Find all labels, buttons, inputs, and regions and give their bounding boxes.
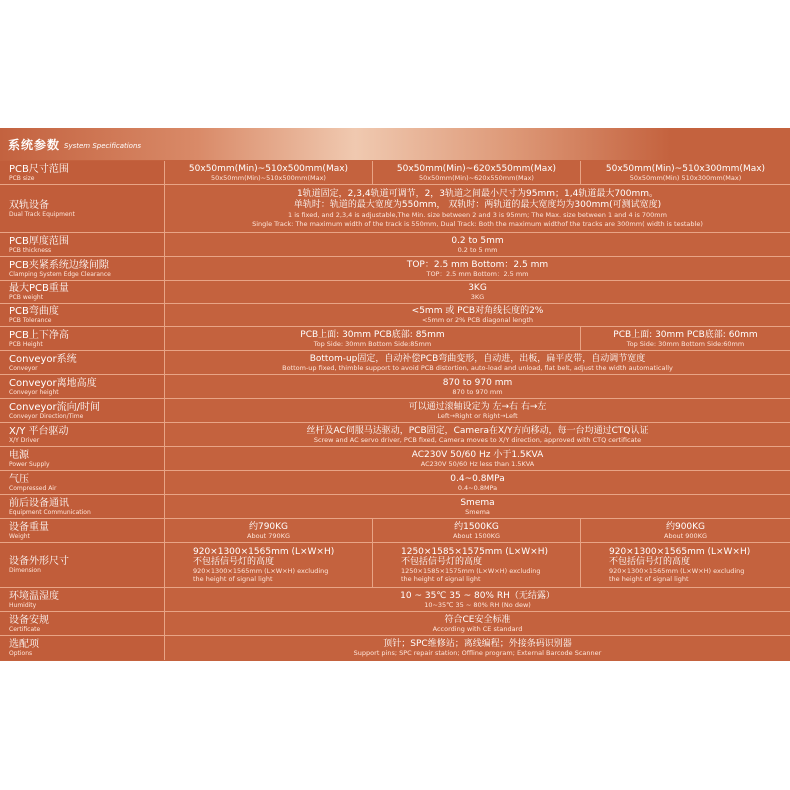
row-label <box>0 423 165 446</box>
value-line-3: 920×1300×1565mm (L×W×H) excluding <box>193 567 329 575</box>
label-en: Conveyor height <box>9 388 59 396</box>
label-en: Equipment Communication <box>9 508 91 516</box>
value-en: TOP：2.5 mm Bottom：2.5 mm <box>426 269 529 278</box>
label-en: Dual Track Equipment <box>9 210 75 218</box>
label-zh: 前后设备通讯 <box>9 497 69 509</box>
label-zh: Conveyor流向/时间 <box>9 401 101 413</box>
value-en: 50x50mm(Min)~620x550mm(Max) <box>419 173 534 182</box>
value-en: Support pins; SPC repair station; Offline program; External Barcode Scanner <box>353 649 602 657</box>
value-line-4: the height of signal light <box>609 575 689 583</box>
label-en: PCB size <box>9 174 35 182</box>
value-cell <box>165 636 790 660</box>
label-en: Clamping System Edge Clearance <box>9 270 111 278</box>
value-en: AC230V 50/60 Hz less than 1.5KVA <box>420 459 535 468</box>
value-cell <box>165 588 790 611</box>
value-zh: 0.4~0.8MPa <box>450 473 505 484</box>
value-line-3: 1 is fixed, and 2,3,4 is adjustable,The Min. size between 2 and 3 is 95mm; The Max. size between 1 and 4 is 700mm <box>288 210 667 219</box>
value-columns <box>165 327 790 350</box>
value-cell <box>165 281 790 303</box>
row-label <box>0 327 165 350</box>
label-en: Compressed Air <box>9 484 57 492</box>
row-label <box>0 257 165 280</box>
value-en: <5mm or 2% PCB diagonal length <box>421 316 534 324</box>
row-label <box>0 281 165 303</box>
label-en: Options <box>9 650 33 657</box>
value-en: About 790KG <box>247 531 290 540</box>
value-columns <box>165 161 790 184</box>
value-zh: 约1500KG <box>454 521 499 532</box>
row-label <box>0 399 165 422</box>
value-columns <box>165 519 790 542</box>
value-line-1: 1轨道固定，2,3,4轨道可调节，2，3轨道之间最小尺寸为95mm；1,4轨道最大700mm。 <box>296 188 659 199</box>
value-line-4: the height of signal light <box>401 575 481 583</box>
label-en: Humidity <box>9 601 37 609</box>
spec-header <box>0 128 790 160</box>
label-en: Certificate <box>9 625 41 633</box>
value-line-2: 不包括信号灯的高度 <box>401 557 483 567</box>
label-zh: Conveyor离地高度 <box>9 377 97 389</box>
label-zh: PCB厚度范围 <box>9 235 69 247</box>
row-dimension <box>0 543 790 588</box>
label-zh: 设备安规 <box>9 614 49 626</box>
row-pcb-weight <box>0 281 790 304</box>
value-en: Top Side: 30mm Bottom Side:60mm <box>626 339 745 348</box>
label-en: PCB thickness <box>9 246 52 254</box>
value-en: 0.2 to 5 mm <box>457 245 498 254</box>
row-label <box>0 185 165 232</box>
value-en: According with CE standard <box>432 624 523 633</box>
value-cell-2 <box>373 161 581 184</box>
row-pcb-size <box>0 161 790 185</box>
value-cell-1 <box>165 519 373 542</box>
row-xy-driver <box>0 423 790 447</box>
label-zh: 设备外形尺寸 <box>9 556 69 567</box>
value-zh: <5mm 或 PCB对角线长度的2% <box>411 306 544 316</box>
label-en: Conveyor Direction/Time <box>9 412 84 420</box>
label-zh: 最大PCB重量 <box>9 283 69 294</box>
row-power <box>0 447 790 471</box>
row-label <box>0 636 165 660</box>
value-cell-1 <box>165 543 373 587</box>
value-cell <box>165 233 790 256</box>
value-zh: 870 to 970 mm <box>442 377 513 388</box>
value-cell <box>165 495 790 518</box>
label-zh: X/Y 平台驱动 <box>9 425 69 437</box>
value-line-3: 1250×1585×1575mm (L×W×H) excluding <box>401 567 541 575</box>
row-label <box>0 543 165 587</box>
value-zh: PCB上面: 30mm PCB底部: 85mm <box>300 329 445 340</box>
row-label <box>0 351 165 374</box>
value-line-1: 920×1300×1565mm (L×W×H) <box>193 547 335 557</box>
label-en: Dimension <box>9 567 41 574</box>
value-zh: 符合CE安全标准 <box>444 614 511 625</box>
value-cell <box>165 257 790 280</box>
value-cell <box>165 471 790 494</box>
label-zh: PCB弯曲度 <box>9 306 59 317</box>
value-cell <box>165 612 790 635</box>
value-cell-3 <box>581 519 790 542</box>
label-en: PCB weight <box>9 294 44 301</box>
value-en: 50x50mm(Min)~510x500mm(Max) <box>211 173 326 182</box>
value-en: Smema <box>465 507 490 516</box>
label-en: Conveyor <box>9 364 38 372</box>
label-zh: Conveyor系统 <box>9 353 77 365</box>
label-zh: 选配项 <box>9 639 39 650</box>
value-zh: 顶针；SPC维修站；离线编程；外接条码识别器 <box>383 639 572 649</box>
value-columns <box>165 543 790 587</box>
row-conveyor <box>0 351 790 375</box>
row-label <box>0 588 165 611</box>
row-label <box>0 495 165 518</box>
header-title-zh: 系统参数 <box>8 137 61 152</box>
value-cell <box>165 423 790 446</box>
value-line-4: the height of signal light <box>193 575 273 583</box>
value-en: About 1500KG <box>452 531 501 540</box>
value-line-4: Single Track: The maximum width of the track is 550mm, Dual Track: Both the maximum widthof the tracks are 300mm( width is testable) <box>252 219 703 228</box>
value-zh: 约900KG <box>665 521 706 532</box>
header-title-en: System Specifications <box>64 141 142 150</box>
label-zh: 双轨设备 <box>9 199 49 211</box>
label-en: PCB Height <box>9 340 43 348</box>
value-zh: 3KG <box>468 283 487 293</box>
row-direction <box>0 399 790 423</box>
row-label <box>0 519 165 542</box>
value-zh: Smema <box>460 497 495 508</box>
row-label <box>0 471 165 494</box>
value-en: 3KG <box>470 293 485 301</box>
row-label <box>0 233 165 256</box>
row-label <box>0 447 165 470</box>
value-line-1: 920×1300×1565mm (L×W×H) <box>609 547 751 557</box>
value-zh: 0.2 to 5mm <box>451 235 504 246</box>
row-air <box>0 471 790 495</box>
value-cell-wide <box>165 327 581 350</box>
value-zh: Bottom-up固定，自动补偿PCB弯曲变形，自动进，出板，扁平皮带，自动调节宽度 <box>309 353 646 364</box>
value-line-2: 不包括信号灯的高度 <box>193 557 275 567</box>
row-label <box>0 304 165 326</box>
value-en: 0.4~0.8MPa <box>457 483 498 492</box>
label-zh: 环境温湿度 <box>9 590 59 602</box>
value-cell <box>165 399 790 422</box>
label-zh: 设备重量 <box>9 521 49 533</box>
value-cell-3 <box>581 543 790 587</box>
value-zh: 50x50mm(Min)~620x550mm(Max) <box>396 163 557 174</box>
row-label <box>0 161 165 184</box>
value-en: Screw and AC servo driver, PCB fixed, Camera moves to X/Y direction, approved with CTQ certificate <box>313 435 642 444</box>
value-cell <box>165 185 790 232</box>
label-zh: 电源 <box>9 449 29 461</box>
label-en: X/Y Driver <box>9 436 40 444</box>
row-certificate <box>0 612 790 636</box>
value-line-3: 920×1300×1565mm (L×W×H) excluding <box>609 567 745 575</box>
row-label <box>0 612 165 635</box>
row-label <box>0 375 165 398</box>
value-zh: 50x50mm(Min)~510x300mm(Max) <box>605 163 766 174</box>
row-conveyor-height <box>0 375 790 399</box>
value-cell-3 <box>581 161 790 184</box>
value-zh: 丝杆及AC伺服马达驱动，PCB固定，Camera在X/Y方向移动，每一台均通过CTQ认证 <box>306 425 649 436</box>
label-en: Weight <box>9 532 30 540</box>
value-zh: 50x50mm(Min)~510x500mm(Max) <box>188 163 349 174</box>
value-cell <box>165 375 790 398</box>
value-line-2: 不包括信号灯的高度 <box>609 557 691 567</box>
value-cell-2 <box>373 543 581 587</box>
label-zh: PCB尺寸范围 <box>9 163 69 175</box>
value-line-2: 单轨时：轨道的最大宽度为550mm， 双轨时：两轨道的最大宽度均为300mm(可测试宽度) <box>293 199 662 210</box>
label-zh: PCB夹紧系统边缘间隙 <box>9 259 109 271</box>
spec-table <box>0 161 790 660</box>
value-zh: PCB上面: 30mm PCB底部: 60mm <box>613 329 758 340</box>
value-cell-2 <box>373 519 581 542</box>
spec-sheet <box>0 128 790 661</box>
label-zh: 气压 <box>9 473 29 485</box>
value-cell-1 <box>165 161 373 184</box>
value-cell-right <box>581 327 790 350</box>
value-en: Top Side: 30mm Bottom Side:85mm <box>313 339 432 348</box>
value-line-1: 1250×1585×1575mm (L×W×H) <box>401 547 548 557</box>
value-zh: AC230V 50/60 Hz 小于1.5KVA <box>411 449 544 460</box>
row-dual-track <box>0 185 790 233</box>
value-zh: 10 ~ 35℃ 35 ~ 80% RH（无结露） <box>400 590 555 601</box>
value-cell <box>165 447 790 470</box>
row-thickness <box>0 233 790 257</box>
row-tolerance <box>0 304 790 327</box>
row-humidity <box>0 588 790 612</box>
value-cell <box>165 351 790 374</box>
row-pcb-height <box>0 327 790 351</box>
label-en: Power Supply <box>9 460 50 468</box>
value-zh: TOP：2.5 mm Bottom：2.5 mm <box>406 259 549 270</box>
value-en: Left→Right or Right→Left <box>437 411 518 420</box>
value-en: 50x50mm(Min) 510x300mm(Max) <box>629 173 742 182</box>
value-en: 870 to 970 mm <box>452 387 503 396</box>
row-options <box>0 636 790 660</box>
value-en: 10~35℃ 35 ~ 80% RH (No dew) <box>424 600 531 609</box>
value-zh: 约790KG <box>248 521 289 532</box>
value-en: Bottom-up fixed, thimble support to avoid PCB distortion, auto-load and unload, flat belt, adjust the width automatically <box>282 363 673 372</box>
label-zh: PCB上下净高 <box>9 329 69 341</box>
value-cell <box>165 304 790 326</box>
row-communication <box>0 495 790 519</box>
value-en: About 900KG <box>664 531 707 540</box>
value-zh: 可以通过滚轴设定为 左→右 右→左 <box>408 401 547 412</box>
label-en: PCB Tolerance <box>9 317 52 324</box>
row-clearance <box>0 257 790 281</box>
row-equipment-weight <box>0 519 790 543</box>
